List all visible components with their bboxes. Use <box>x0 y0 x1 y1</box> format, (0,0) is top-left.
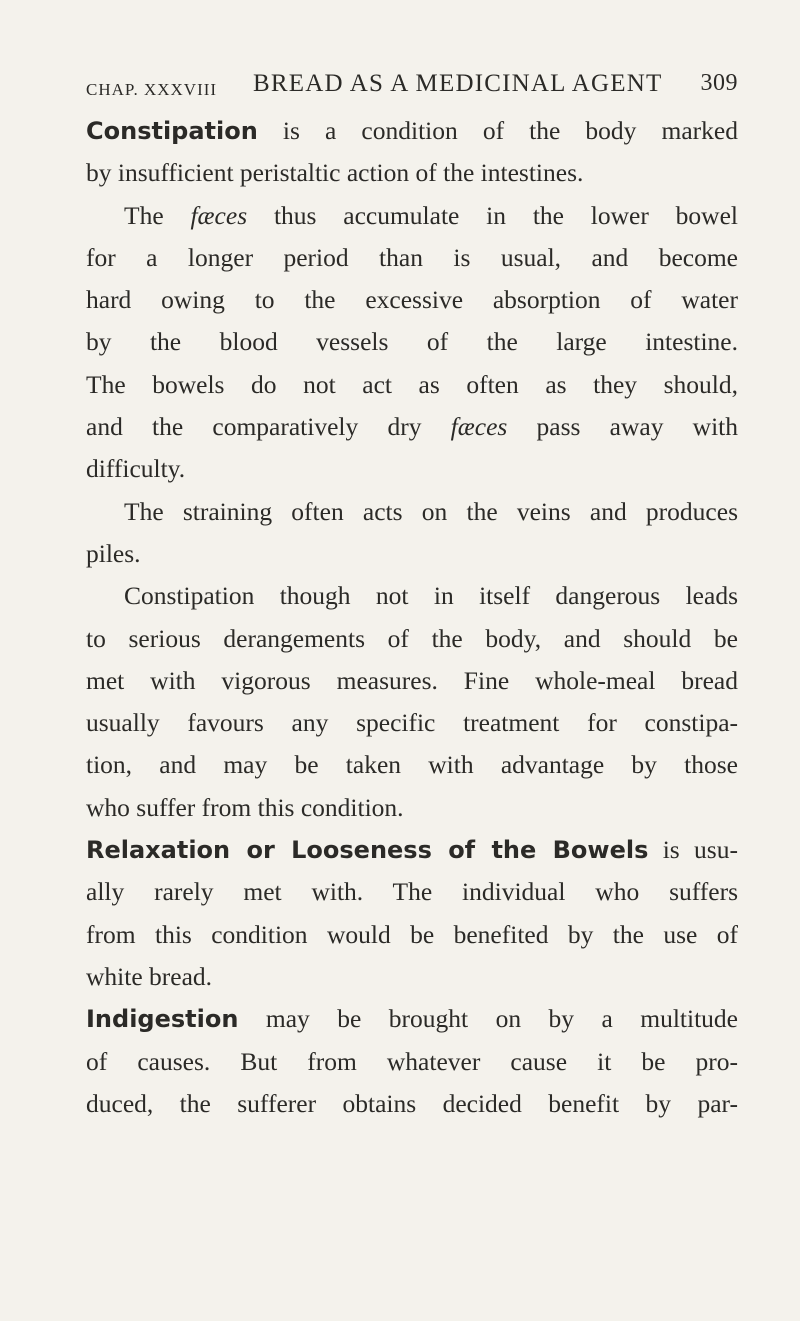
text-run: is a condition of the body marked <box>257 116 738 145</box>
text-run: is usu- <box>648 835 738 865</box>
chapter-title: BREAD AS A MEDICINAL AGENT <box>253 70 663 97</box>
text-run: usually favours any specific treatment for constipa- <box>86 708 738 738</box>
text-run: white bread. <box>86 961 213 991</box>
text-line <box>86 279 738 321</box>
running-head <box>86 70 738 106</box>
text-line <box>86 152 738 194</box>
text-line <box>86 364 738 406</box>
text-run: hard owing to the excessive absorption of water <box>86 285 738 315</box>
text-run: met with vigorous measures. Fine whole-meal bread <box>86 665 738 695</box>
text-line <box>86 448 738 490</box>
italic-term: fæces <box>450 412 508 442</box>
chapter-label: CHAP. XXXVIII <box>86 80 218 99</box>
text-line <box>86 744 738 786</box>
text-run: pass away with <box>507 412 738 442</box>
text-line <box>86 237 738 279</box>
text-line <box>86 956 738 998</box>
page-number: 309 <box>700 70 738 96</box>
text-run: to serious derangements of the body, and should be <box>86 623 738 653</box>
text-line <box>86 533 738 575</box>
text-line <box>86 618 738 660</box>
text-run: tion, and may be taken with advantage by those <box>86 750 738 780</box>
text-line <box>86 321 738 363</box>
text-line <box>86 702 738 744</box>
text-line <box>86 871 738 913</box>
text-run: ally rarely met with. The individual who suffers <box>86 877 738 907</box>
text-line <box>86 998 738 1040</box>
section-heading: Indigestion <box>86 1005 239 1034</box>
text-run: for a longer period than is usual, and become <box>86 242 738 272</box>
text-line <box>86 1041 738 1083</box>
text-line <box>86 575 738 617</box>
text-line <box>86 829 738 871</box>
text-line <box>86 406 738 448</box>
text-line <box>86 914 738 956</box>
text-run: difficulty. <box>86 454 186 484</box>
text-run: Constipation though not in itself dangerous leads <box>124 581 738 611</box>
text-line <box>86 110 738 152</box>
section-heading: Relaxation or Looseness of the Bowels <box>86 836 649 865</box>
text-run: who suffer from this condition. <box>86 792 404 822</box>
italic-term: fæces <box>190 200 248 230</box>
text-run: thus accumulate in the lower bowel <box>247 200 738 230</box>
text-run: and the comparatively dry <box>86 412 451 442</box>
text-run: of causes. But from whatever cause it be pro- <box>86 1046 738 1076</box>
text-run: by the blood vessels of the large intestine. <box>86 327 738 357</box>
text-line <box>86 660 738 702</box>
text-line <box>86 491 738 533</box>
body-text <box>86 110 738 1125</box>
text-run: duced, the sufferer obtains decided benefit by par- <box>86 1088 738 1118</box>
section-heading: Constipation <box>86 117 258 145</box>
text-run: The straining often acts on the veins and produces <box>124 496 738 526</box>
text-run: may be brought on by a multitude <box>238 1004 738 1034</box>
text-line <box>86 787 738 829</box>
text-line <box>86 195 738 237</box>
text-run: The bowels do not act as often as they should, <box>86 369 738 399</box>
text-line <box>86 1083 738 1125</box>
text-run: The <box>124 200 191 230</box>
text-run: piles. <box>86 538 141 568</box>
text-run: from this condition would be benefited by the use of <box>86 919 738 949</box>
text-run: by insufficient peristaltic action of the intestines. <box>86 158 584 188</box>
